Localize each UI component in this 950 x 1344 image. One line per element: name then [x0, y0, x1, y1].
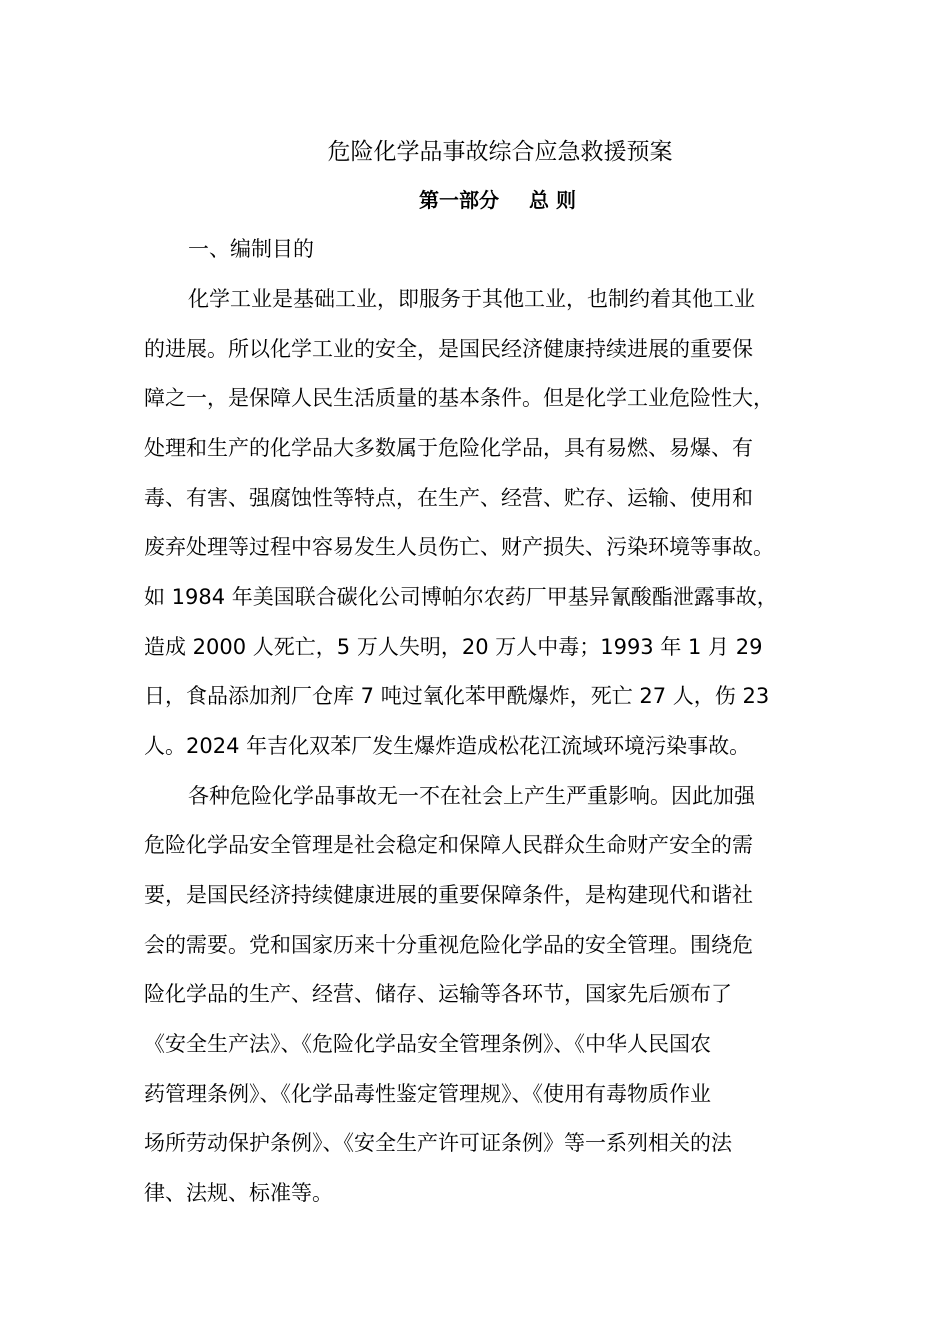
paragraph-line: 化学工业是基础工业，即服务于其他工业，也制约着其他工业 — [188, 287, 755, 311]
paragraph-line: 的进展。所以化学工业的安全，是国民经济健康持续进展的重要保 — [144, 337, 753, 361]
paragraph-line: 日，食品添加剂厂仓库 7 吨过氧化苯甲酰爆炸，死亡 27 人，伤 23 — [144, 684, 770, 708]
document-title: 危险化学品事故综合应急救援预案 — [327, 139, 673, 165]
paragraph-line: 障之一，是保障人民生活质量的基本条件。但是化学工业危险性大， — [144, 386, 774, 410]
paragraph-line: 律、法规、标准等。 — [144, 1181, 333, 1205]
paragraph-line: 药管理条例》、《化学品毒性鉴定管理规》、《使用有毒物质作业 — [144, 1082, 711, 1106]
paragraph-line: 造成 2000 人死亡，5 万人失明，20 万人中毒；1993 年 1 月 29 — [144, 635, 763, 659]
part-heading — [0, 183, 950, 217]
part-number: 第一部分 — [419, 188, 500, 212]
section-heading: 一、编制目的 — [188, 237, 314, 261]
paragraph-line: 危险化学品安全管理是社会稳定和保障人民群众生命财产安全的需 — [144, 833, 753, 857]
paragraph-line: 处理和生产的化学品大多数属于危险化学品，具有易燃、易爆、有 — [144, 436, 753, 460]
paragraph-line: 要，是国民经济持续健康进展的重要保障条件，是构建现代和谐社 — [144, 883, 753, 907]
part-name: 总 则 — [529, 188, 576, 212]
paragraph-line: 《安全生产法》、《危险化学品安全管理条例》、《中华人民国农 — [144, 1032, 711, 1056]
paragraph-line: 各种危险化学品事故无一不在社会上产生严重影响。因此加强 — [188, 784, 755, 808]
paragraph-line: 如 1984 年美国联合碳化公司博帕尔农药厂甲基异氰酸酯泄露事故， — [144, 585, 778, 609]
paragraph-line: 废弃处理等过程中容易发生人员伤亡、财产损失、污染环境等事故。 — [144, 535, 774, 559]
paragraph-line: 会的需要。党和国家历来十分重视危险化学品的安全管理。围绕危 — [144, 933, 753, 957]
paragraph-line: 人。2024 年吉化双苯厂发生爆炸造成松花江流域环境污染事故。 — [144, 734, 751, 758]
paragraph-line: 险化学品的生产、经营、储存、运输等各环节，国家先后颁布了 — [144, 982, 732, 1006]
paragraph-line: 场所劳动保护条例》、《安全生产许可证条例》等一系列相关的法 — [144, 1131, 732, 1155]
paragraph-line: 毒、有害、强腐蚀性等特点，在生产、经营、贮存、运输、使用和 — [144, 486, 753, 510]
